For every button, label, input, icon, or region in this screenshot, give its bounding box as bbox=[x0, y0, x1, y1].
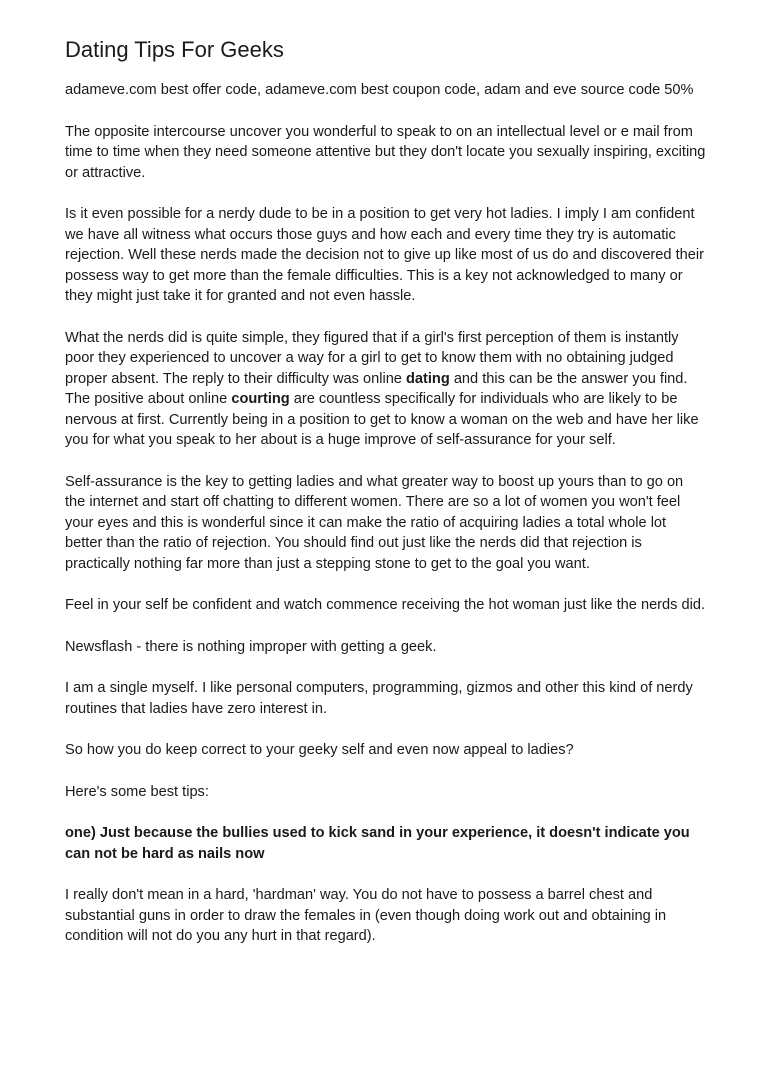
paragraph-feel-confident: Feel in your self be confident and watch commence receiving the hot woman just like the nerds did. bbox=[65, 597, 706, 613]
keyword-dating: dating bbox=[405, 370, 450, 387]
paragraph-hardman: I really don't mean in a hard, 'hardman' way. You do not have to possess a barrel chest and substantial guns in order to draw the females in (even though doing work out and obtaining in condition will not do you any hurt in that regard). bbox=[65, 887, 667, 944]
paragraph-tips-intro: Here's some best tips: bbox=[65, 783, 209, 800]
paragraph-question: So how you do keep correct to your geeky self and even now appeal to ladies? bbox=[65, 742, 574, 758]
text-segment: are countless specifically for individuals who are likely to be nervous at first. Currently being in a position to get to know a woman on the web and have her like you for what you speak to her about is a huge improve of self-assurance for your self. bbox=[65, 391, 699, 448]
paragraph-single-myself: I am a single myself. I like personal computers, programming, gizmos and other this kind of nerdy routines that ladies have zero interest in. bbox=[65, 680, 693, 717]
tip-heading-one bbox=[65, 823, 706, 864]
paragraph-nerdy-dude: Is it even possible for a nerdy dude to be in a position to get very hot ladies. I imply I am confident we have all witness what occurs those guys and how each and every time they try is automatic rejection. Well these nerds made the decision not to give up like most of us do and discovered their possess way to get more than the female difficulties. This is a key not acknowledged to many or they might just take it for granted and not even hassle. bbox=[65, 206, 704, 304]
paragraph-coupon-codes: adameve.com best offer code, adameve.com best coupon code, adam and eve source code 50% bbox=[65, 82, 694, 98]
keyword-courting: courting bbox=[231, 391, 290, 407]
paragraph-newsflash: Newsflash - there is nothing improper with getting a geek. bbox=[65, 638, 437, 655]
text-segment: and this can be the answer you find. The positive about online bbox=[65, 370, 688, 407]
paragraph-online-dating bbox=[65, 328, 706, 451]
paragraph-self-assurance: Self-assurance is the key to getting ladies and what greater way to boost up yours than to go on the internet and start off chatting to different women. There are so a lot of women you won't feel your eyes and this is wonderful since it can make the ratio of acquiring ladies a total whole lot better than the ratio of rejection. You should find out just like the nerds did that rejection is practically nothing far more than just a stepping stone to get to the goal you want. bbox=[65, 473, 684, 572]
tip-heading-text: one) Just because the bullies used to kick sand in your experience, it doesn't indicate you can not be hard as nails now bbox=[65, 825, 690, 862]
paragraph-intro: The opposite intercourse uncover you wonderful to speak to on an intellectual level or e mail from time to time when they need someone attentive but they don't locate you sexually inspiring, exciting or attractive. bbox=[65, 123, 706, 181]
text-segment: What the nerds did is quite simple, they figured that if a girl's first perception of them is instantly poor they experienced to uncover a way for a girl to get to know them with no obtaining judged proper absent. The reply to their difficulty was online bbox=[65, 329, 679, 387]
page-title: Dating Tips For Geeks bbox=[65, 37, 284, 62]
